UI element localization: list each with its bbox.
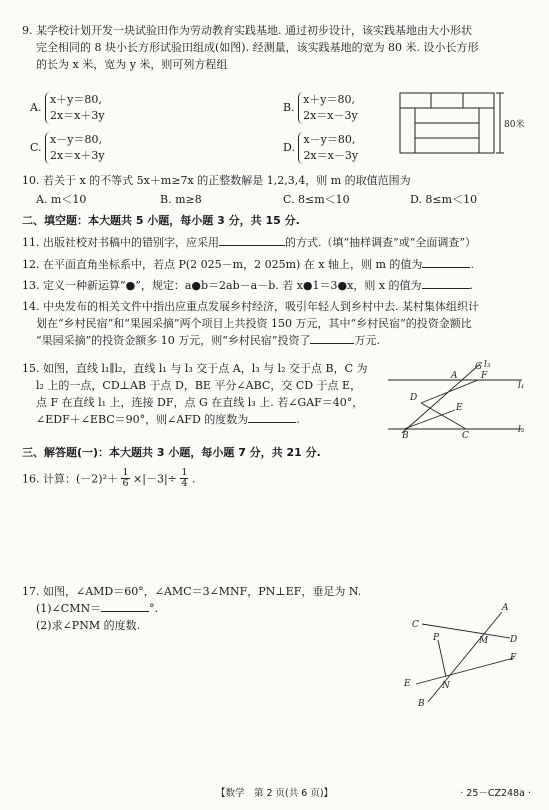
option-b-label: B. (283, 100, 295, 114)
section-3-heading: 三、解答题(一)：本大题共 3 小题，每小题 7 分，共 21 分. (22, 446, 321, 459)
question-11: 11. 出版社校对书稿中的错别字，应采用 的方式.（填“抽样调查”或“全面调查”） (22, 236, 476, 249)
segment-pn (438, 640, 446, 677)
point-d-label: D (510, 635, 518, 645)
q17-stem: 17. 如图，∠AMD＝60°，∠AMC＝3∠MNF，PN⊥EF，垂足为 N. (22, 585, 362, 598)
l3-label: l₃ (484, 360, 491, 370)
q9-line2: 完全相同的 8 块小长方形试验田组成(如图). 经测量，该实践基地的宽为 80 米. 设小长方形 (36, 41, 479, 55)
q9-option-b (283, 92, 358, 124)
q12-answer-blank[interactable] (422, 257, 470, 268)
segment-be (404, 410, 455, 429)
segment-df (421, 380, 478, 403)
point-g-label: G (475, 362, 483, 372)
q9-line1: 9. 某学校计划开发一块试验田作为劳动教育实践基地. 通过初步设计，该实践基地由大小形状 (22, 24, 472, 37)
point-n-label: N (442, 681, 450, 691)
q10-stem: 10. 若关于 x 的不等式 5x＋m≥7x 的正整数解是 1,2,3,4，则 m 的取值范围为 (22, 174, 411, 187)
q17-part-2: (2)求∠PNM 的度数. (36, 619, 141, 633)
q10-option-d: D. 8≤m＜10 (410, 193, 478, 206)
q17-answer-blank[interactable] (101, 601, 149, 612)
footer-page-info: 【数学 第 2 页(共 6 页)】 (215, 788, 334, 799)
fraction-one-sixth: $\frac{1}{6}$ (122, 467, 129, 490)
option-b-system: x＋y＝80, 2x＝x－3y (298, 92, 358, 124)
point-b-label: B (418, 699, 425, 708)
q9-option-c (30, 132, 105, 164)
point-m-label: M (479, 636, 489, 646)
option-a-label: A. (30, 100, 42, 114)
point-a-label: A (451, 371, 458, 381)
point-b-label: B (402, 431, 409, 440)
l1-label: l₁ (518, 381, 525, 391)
question-9 (22, 22, 534, 73)
point-f-label: F (481, 371, 488, 381)
width-label: 80米 (504, 120, 525, 130)
point-p-label: P (433, 633, 440, 643)
q13-answer-blank[interactable] (422, 278, 470, 289)
q10-option-b: B. m≥8 (160, 193, 202, 206)
footer-code: · 25－CZ248a · (460, 788, 531, 799)
point-f-label: F (510, 653, 517, 663)
q15-geometry-figure (380, 358, 530, 440)
q15-answer-blank[interactable] (248, 412, 296, 423)
q9-option-d (283, 132, 358, 164)
q10-option-c: C. 8≤m＜10 (283, 193, 350, 206)
q10-option-a: A. m＜10 (36, 193, 87, 206)
point-e-label: E (456, 403, 463, 413)
line-ef (416, 658, 514, 684)
l2-label: l₂ (518, 425, 525, 435)
option-a-system: x＋y＝80, 2x＝x＋3y (45, 92, 105, 124)
q9-field-figure (398, 89, 536, 161)
question-13: 13. 定义一种新运算“●”，规定：a●b＝2ab－a－b. 若 x●1＝3●x，则 x 的值为 . (22, 279, 474, 292)
question-16: 16. 计算：(－2)²＋ $\frac{1}{6}$ ×|－3|÷ $\frac{1}{4}$ . (22, 467, 196, 490)
line-ab (428, 612, 502, 702)
point-c-label: C (462, 431, 469, 440)
section-2-heading: 二、填空题：本大题共 5 小题，每小题 3 分，共 15 分. (22, 214, 300, 227)
q11-answer-blank[interactable] (219, 235, 285, 246)
fraction-one-fourth: $\frac{1}{4}$ (181, 467, 188, 490)
q14-answer-blank[interactable] (310, 333, 354, 344)
question-17: 17. 如图，∠AMD＝60°，∠AMC＝3∠MNF，PN⊥EF，垂足为 N. (1)∠CMN＝ °. (2)求∠PNM 的度数. (22, 583, 534, 634)
question-10 (22, 172, 534, 189)
point-e-label: E (404, 679, 411, 689)
question-15: 15. 如图，直线 l₁∥l₂，直线 l₁ 与 l₃ 交于点 A，l₃ 与 l₂ 交于点 B，C 为 l₂ 上的一点，CD⊥AB 于点 D，BE 平分∠ABC，交 CD 于点 E， 点 F 在直线 l₁ 上，连接 DF，点 G 在直线 l₃ 上. 若∠GAF＝40°， ∠EDF＋∠EBC＝90°，则∠AFD 的度数为 . (22, 362, 368, 427)
option-c-system: x－y＝80, 2x＝x＋3y (45, 132, 105, 164)
q9-option-a (30, 92, 105, 124)
point-a-label: A (502, 603, 509, 613)
question-12: 12. 在平面直角坐标系中，若点 P(2 025－m，2 025m) 在 x 轴上，则 m 的值为 . (22, 258, 474, 271)
point-c-label: C (412, 620, 419, 630)
option-d-system: x－y＝80, 2x＝x－3y (298, 132, 358, 164)
q17-geometry-figure (400, 598, 530, 708)
option-d-label: D. (283, 140, 295, 154)
q9-line3: 的长为 x 米，宽为 y 米，则可列方程组 (36, 58, 228, 72)
option-c-label: C. (30, 140, 42, 154)
point-d-label: D (410, 393, 418, 403)
question-14: 14. 中央发布的相关文件中指出应重点发展乡村经济，吸引年轻人到乡村中去. 某村集体组织计 划在“乡村民宿”和“果园采摘”两个项目上共投资 150 万元，其中“乡村民宿”的投资金额比 “果园采摘”的投资金额多 10 万元，则“乡村民宿”投资了 万元. (22, 300, 479, 348)
